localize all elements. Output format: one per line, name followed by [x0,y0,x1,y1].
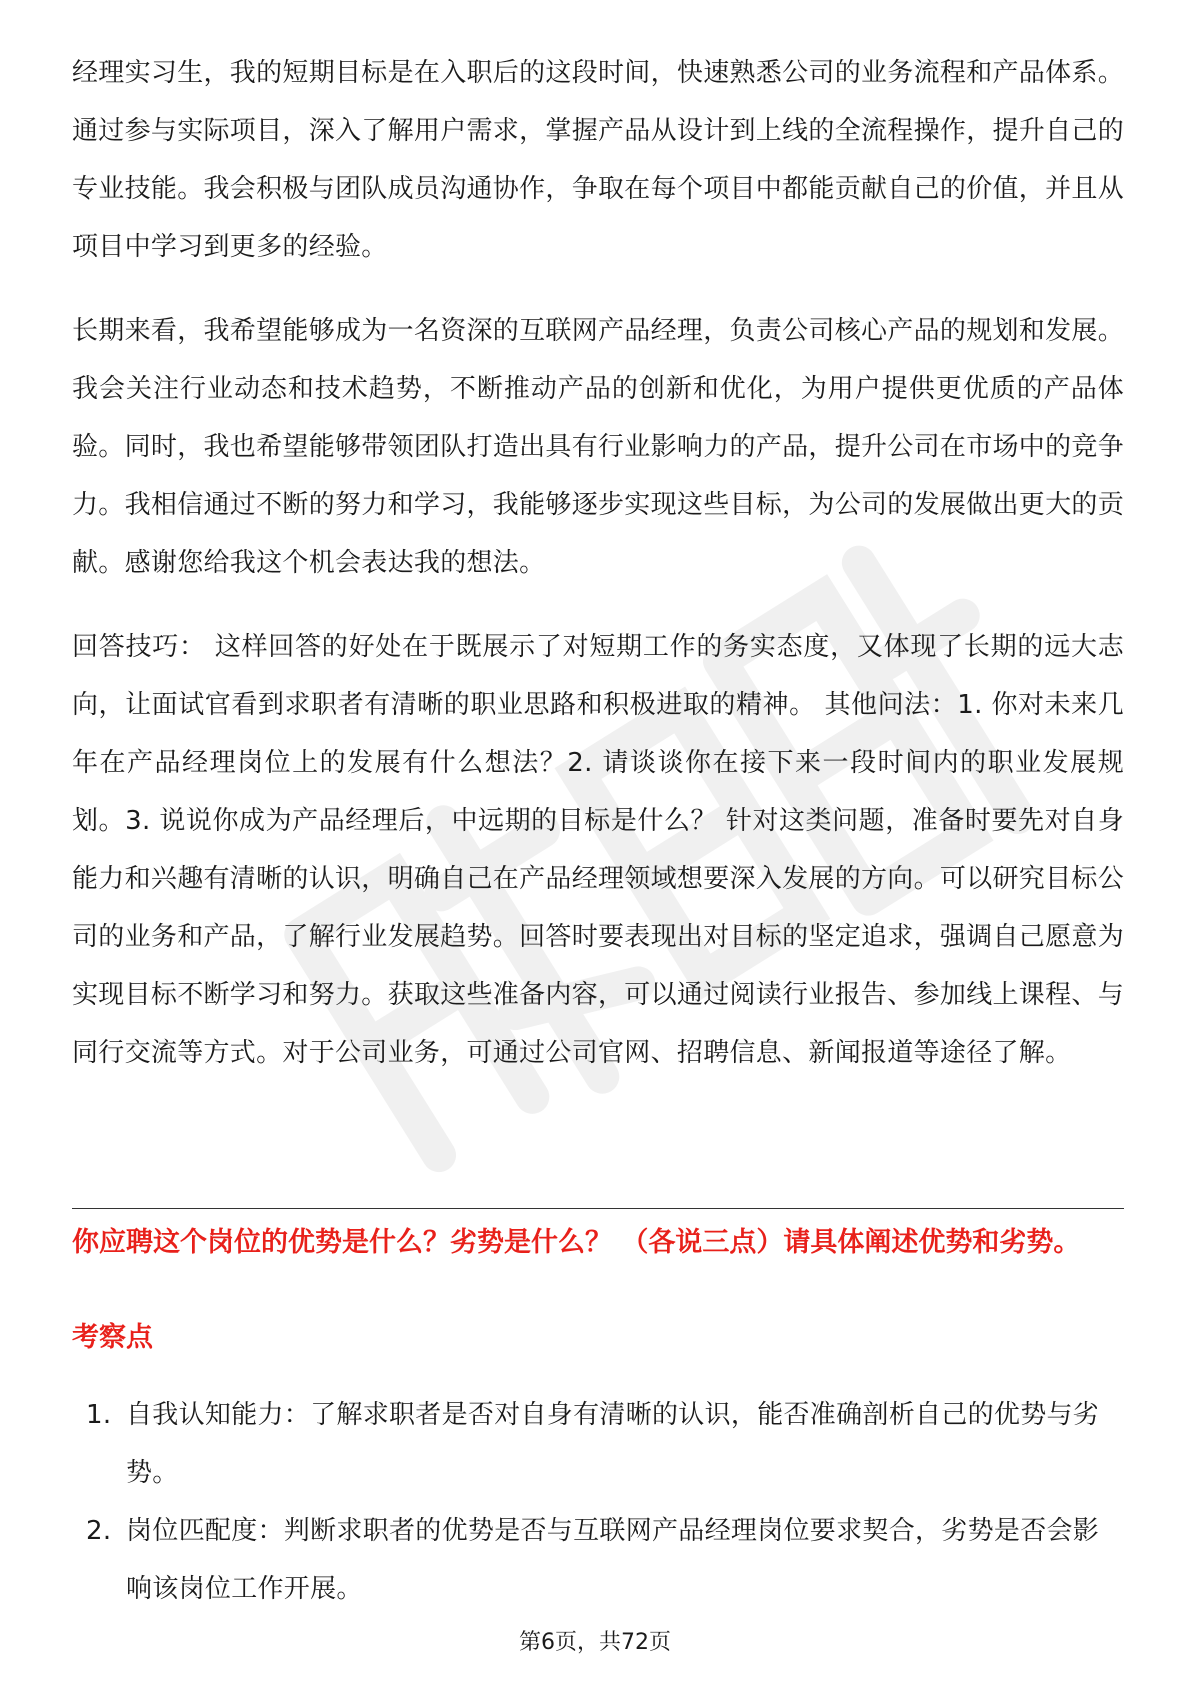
interview-question: 你应聘这个岗位的优势是什么？劣势是什么？ （各说三点）请具体阐述优势和劣势。 [72,1227,1081,1258]
body-paragraph: 长期来看，我希望能够成为一名资深的互联网产品经理，负责公司核心产品的规划和发展。我会关注行业动态和技术趋势，不断推动产品的创新和优化，为用户提供更优质的产品体验。同时，我也希望能够带领团队打造出具有行业影响力的产品，提升公司在市场中的竞争力。我相信通过不断的努力和学习，我能够逐步实现这些目标，为公司的发展做出更大的贡献。感谢您给我这个机会表达我的想法。 [72,316,1125,578]
list-item [72,1502,1124,1618]
list-item-text: 岗位匹配度：判断求职者的优势是否与互联网产品经理岗位要求契合，劣势是否会影响该岗位工作开展。 [126,1516,1100,1604]
body-paragraph: 回答技巧： 这样回答的好处在于既展示了对短期工作的务实态度，又体现了长期的远大志向，让面试官看到求职者有清晰的职业思路和积极进取的精神。 其他问法：1. 你对未来几年在产品经理岗位上的发展有什么想法？2. 请谈谈你在接下来一段时间内的职业发展规划。3. 说说你成为产品经理后，中远期的目标是什么？ 针对这类问题，准备时要先对自身能力和兴趣有清晰的认识，明确自己在产品经理领域想要深入发展的方向。可以研究目标公司的业务和产品，了解行业发展趋势。回答时要表现出对目标的坚定追求，强调自己愿意为实现目标不断学习和努力。获取这些准备内容，可以通过阅读行业报告、参加线上课程、与同行交流等方式。对于公司业务，可通过公司官网、招聘信息、新闻报道等途径了解。 [72,632,1125,1068]
document-body [72,44,1124,1082]
list-item-number: 2. [86,1516,112,1546]
section-divider [72,1208,1124,1209]
section-heading: 考察点 [72,1322,153,1353]
list-item-number: 1. [86,1400,112,1430]
list-item [72,1386,1124,1502]
list-item-text: 自我认知能力：了解求职者是否对自身有清晰的认识，能否准确剖析自己的优势与劣势。 [126,1400,1100,1488]
assessment-points-list [72,1386,1124,1618]
page-number-footer: 第6页，共72页 [519,1630,671,1655]
body-paragraph: 经理实习生，我的短期目标是在入职后的这段时间，快速熟悉公司的业务流程和产品体系。通过参与实际项目，深入了解用户需求，掌握产品从设计到上线的全流程操作，提升自己的专业技能。我会积极与团队成员沟通协作，争取在每个项目中都能贡献自己的价值，并且从项目中学习到更多的经验。 [72,58,1125,262]
